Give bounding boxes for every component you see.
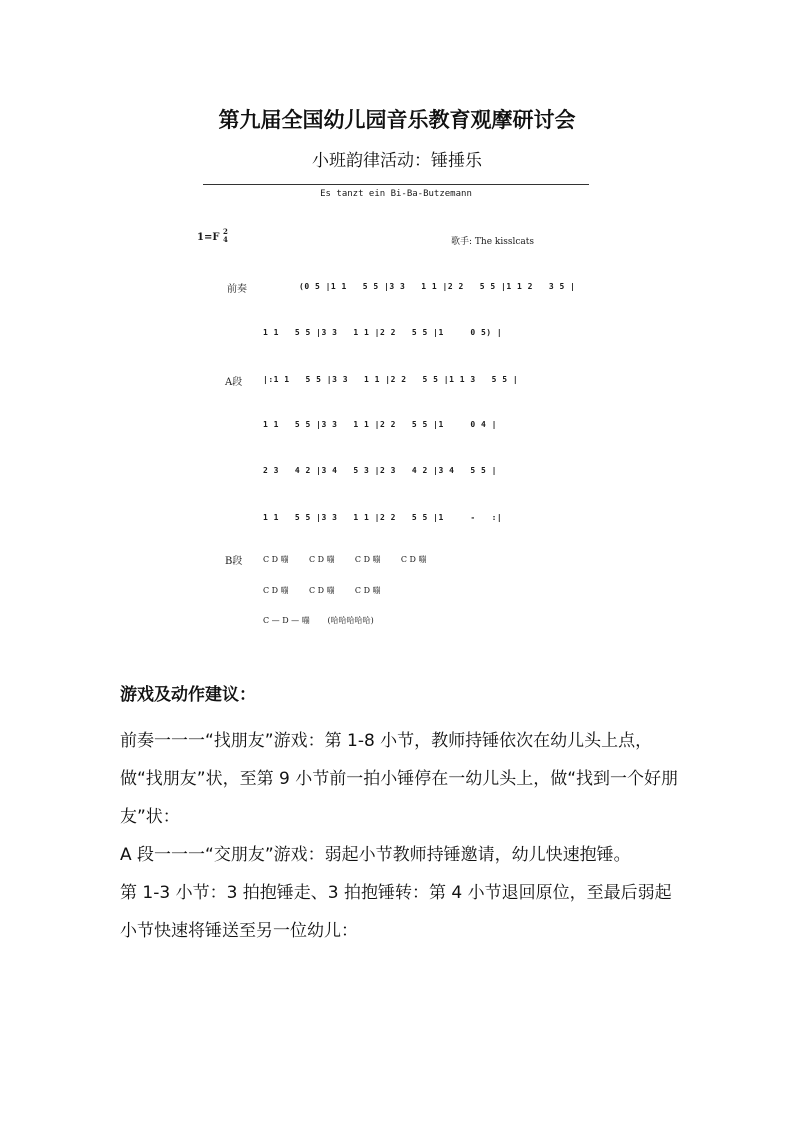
page-subtitle: 小班韵律活动：锤捶乐 xyxy=(312,151,482,171)
page-title: 第九届全国幼儿园音乐教育观摩研讨会 xyxy=(218,107,576,132)
paragraph-section-a: A 段一一一“交朋友”游戏：弱起小节教师持锤邀请，幼儿快速抱锤。 xyxy=(120,845,631,865)
paragraph-intro: 前奏一一一“找朋友”游戏：第 1-8 小节，教师持锤依次在幼儿头上点，做“找朋友”状，至第 9 小节前一拍小锤停在一幼儿头上，做“找到一个好朋友”状： xyxy=(120,731,679,827)
section-label-b: B段 xyxy=(225,556,243,567)
song-title: Es tanzt ein Bi-Ba-Butzemann xyxy=(320,189,472,199)
paragraph-bars: 第 1-3 小节：3 拍抱锤走、3 拍抱锤转：第 4 小节退回原位，至最后弱起小节快速将锤送至另一位幼儿： xyxy=(120,883,672,941)
b-line-1: C D 嘣 C D 嘣 C D 嘣 C D 嘣 xyxy=(263,555,427,564)
section-label-a: A段 xyxy=(225,377,243,388)
score-line-5: 2 3 4 2 |3 4 5 3 |2 3 4 2 |3 4 5 5 | xyxy=(263,466,497,475)
key-signature: 1=F xyxy=(197,232,220,243)
suggestions-body xyxy=(120,722,680,950)
score-line-4: 1 1 5 5 |3 3 1 1 |2 2 5 5 |1 0 4 | xyxy=(263,420,497,429)
time-signature-bottom: 4 xyxy=(223,235,228,244)
score-top-rule xyxy=(203,184,589,185)
score-line-1: (0 5 |1 1 5 5 |3 3 1 1 |2 2 5 5 |1 1 2 3 5 | xyxy=(299,282,576,291)
score-line-6: 1 1 5 5 |3 3 1 1 |2 2 5 5 |1 - :| xyxy=(263,513,503,522)
suggestions-heading: 游戏及动作建议： xyxy=(120,685,256,705)
score-line-2: 1 1 5 5 |3 3 1 1 |2 2 5 5 |1 0 5) | xyxy=(263,328,503,337)
time-signature xyxy=(223,228,228,244)
b-line-2: C D 嘣 C D 嘣 C D 嘣 xyxy=(263,586,381,595)
b-line-3: C — D — 嘣 (哈哈哈哈哈) xyxy=(263,616,374,625)
section-label-intro: 前奏 xyxy=(227,284,247,295)
score-line-3: |:1 1 5 5 |3 3 1 1 |2 2 5 5 |1 1 3 5 5 | xyxy=(263,375,519,384)
singer-credit: 歌手: The kisslcats xyxy=(451,237,534,247)
time-signature-top: 2 xyxy=(223,227,228,236)
music-score xyxy=(197,180,589,630)
